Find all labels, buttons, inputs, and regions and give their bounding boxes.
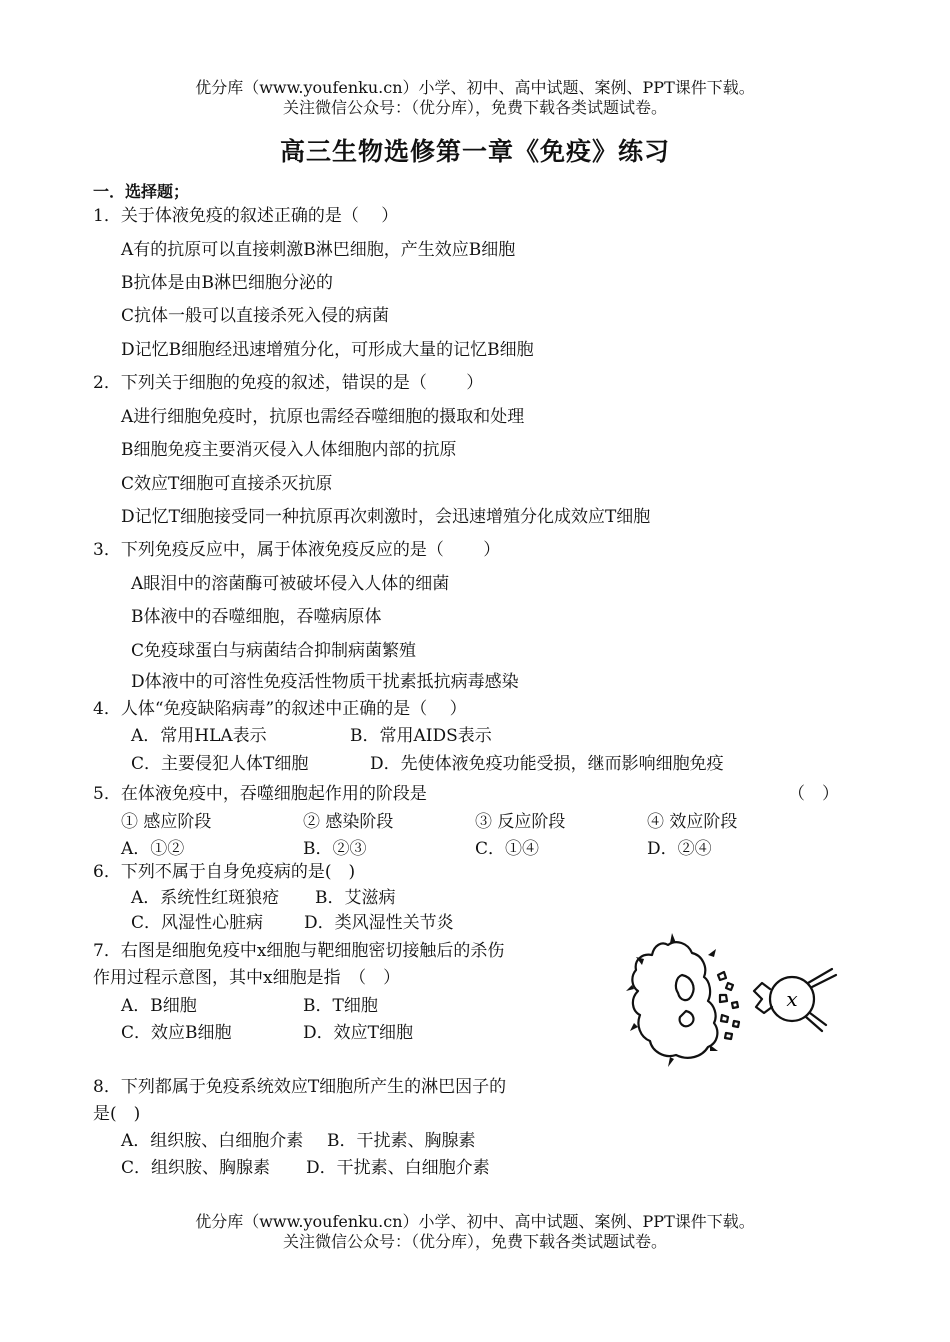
question-3-option-a: A眼泪中的溶菌酶可被破坏侵入人体的细菌: [131, 574, 450, 594]
question-8-option-c: C．组织胺、胸腺素: [121, 1158, 271, 1178]
question-7-stem-line-1: 7．右图是细胞免疫中x细胞与靶细胞密切接触后的杀伤: [93, 941, 505, 961]
question-6-option-d: D．类风湿性关节炎: [304, 913, 454, 933]
question-2-option-d: D记忆T细胞接受同一种抗原再次刺激时，会迅速增殖分化成效应T细胞: [121, 507, 651, 527]
question-7-option-d: D．效应T细胞: [303, 1023, 413, 1043]
cell-fragment: [721, 1015, 728, 1022]
question-5-option-c: C．①④: [475, 839, 540, 859]
spike: [670, 933, 676, 943]
question-6-option-a: A．系统性红斑狼疮: [131, 888, 280, 908]
question-1-option-b: B抗体是由B淋巴细胞分泌的: [121, 273, 333, 293]
spike: [708, 949, 716, 957]
question-2-option-a: A进行细胞免疫时，抗原也需经吞噬细胞的摄取和处理: [121, 407, 525, 427]
question-2-stem: 2．下列关于细胞的免疫的叙述，错误的是（ ）: [93, 373, 484, 393]
question-4-option-d: D．先使体液免疫功能受损，继而影响细胞免疫: [370, 754, 724, 774]
question-5-stem: 5．在体液免疫中，吞噬细胞起作用的阶段是: [93, 784, 427, 804]
cell-fragment: [726, 983, 733, 990]
question-3-option-c: C免疫球蛋白与病菌结合抑制病菌繁殖: [131, 641, 417, 661]
spike: [668, 1057, 674, 1067]
target-cell-lobe: [680, 1011, 694, 1026]
question-5-stage-1: ① 感应阶段: [121, 812, 212, 832]
question-4-option-b: B．常用AIDS表示: [350, 726, 492, 746]
question-7-option-b: B．T细胞: [303, 996, 378, 1016]
question-5-stage-4: ④ 效应阶段: [647, 812, 738, 832]
question-7-stem-line-2: 作用过程示意图，其中x细胞是指 （ ）: [93, 968, 401, 988]
question-1-option-d: D记忆B细胞经迅速增殖分化，可形成大量的记忆B细胞: [121, 340, 534, 360]
question-6-stem: 6．下列不属于自身免疫病的是( ): [93, 862, 356, 882]
cell-fragment: [732, 1002, 738, 1008]
header-line-2: 关注微信公众号：（优分库），免费下载各类试题试卷。: [282, 98, 667, 117]
page-title: 高三生物选修第一章《免疫》练习: [279, 137, 670, 166]
question-8-option-b: B．干扰素、胸腺素: [327, 1131, 476, 1151]
question-8-stem-line-1: 8．下列都属于免疫系统效应T细胞所产生的淋巴因子的: [93, 1077, 507, 1097]
question-7-option-a: A．B细胞: [121, 996, 197, 1016]
question-7-option-c: C．效应B细胞: [121, 1023, 232, 1043]
question-3-stem: 3．下列免疫反应中，属于体液免疫反应的是（ ）: [93, 540, 501, 560]
question-4-option-a: A．常用HLA表示: [131, 726, 267, 746]
question-5-option-b: B．②③: [303, 839, 367, 859]
footer-line-2: 关注微信公众号：（优分库），免费下载各类试题试卷。: [282, 1232, 667, 1251]
question-5-stage-2: ② 感染阶段: [303, 812, 394, 832]
x-cell-label: x: [786, 987, 798, 1011]
target-cell-outline: [632, 942, 717, 1058]
question-1-stem: 1．关于体液免疫的叙述正确的是（ ）: [93, 206, 399, 226]
question-1-option-c: C抗体一般可以直接杀死入侵的病菌: [121, 306, 390, 326]
question-3-option-b: B体液中的吞噬细胞，吞噬病原体: [131, 607, 382, 627]
question-3-option-d: D体液中的可溶性免疫活性物质干扰素抵抗病毒感染: [131, 672, 519, 692]
cell-fragment: [720, 995, 727, 1002]
question-8-stem-line-2: 是( ): [93, 1104, 141, 1124]
question-6-option-b: B．艾滋病: [315, 888, 396, 908]
question-5-answer-bracket: （ ）: [788, 784, 839, 804]
question-8-option-d: D．干扰素、白细胞介素: [306, 1158, 490, 1178]
question-5-option-d: D．②④: [647, 839, 712, 859]
spike: [630, 1023, 638, 1031]
x-cell-arm: [808, 969, 832, 983]
cell-killing-diagram: [622, 925, 847, 1075]
question-6-option-c: C．风湿性心脏病: [131, 913, 264, 933]
question-2-option-b: B细胞免疫主要消灭侵入人体细胞内部的抗原: [121, 440, 457, 460]
cell-fragment: [718, 972, 726, 980]
footer-line-1: 优分库（www.youfenku.cn）小学、初中、高中试题、案例、PPT课件下载。: [195, 1212, 755, 1231]
question-5-stage-3: ③ 反应阶段: [475, 812, 566, 832]
question-8-option-a: A．组织胺、白细胞介素: [121, 1131, 304, 1151]
question-4-stem: 4．人体“免疫缺陷病毒”的叙述中正确的是（ ）: [93, 699, 467, 719]
header-line-1: 优分库（www.youfenku.cn）小学、初中、高中试题、案例、PPT课件下载。: [195, 78, 755, 97]
x-cell-arm: [812, 975, 836, 987]
question-2-option-c: C效应T细胞可直接杀灭抗原: [121, 474, 333, 494]
spike: [710, 1045, 718, 1051]
cell-fragment: [725, 1033, 732, 1039]
target-cell-lobe: [676, 975, 694, 1000]
section-heading: 一．选择题；: [93, 182, 190, 201]
question-4-option-c: C．主要侵犯人体T细胞: [131, 754, 309, 774]
question-1-option-a: A有的抗原可以直接刺激B淋巴细胞，产生效应B细胞: [121, 240, 516, 260]
cell-fragment: [733, 1021, 739, 1027]
question-5-option-a: A．①②: [121, 839, 185, 859]
